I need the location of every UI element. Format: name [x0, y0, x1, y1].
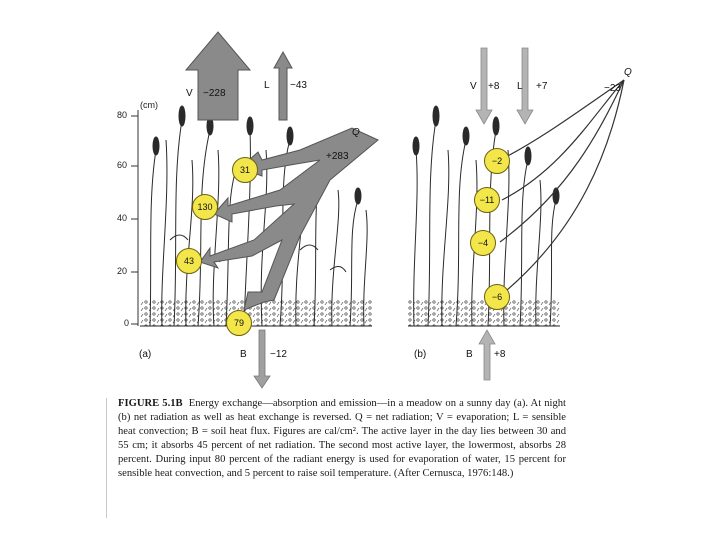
- b-value-a: −12: [270, 349, 287, 360]
- q-letter-b: Q: [624, 67, 632, 78]
- ground-b: [408, 300, 560, 326]
- evaporation-arrow-a: [186, 32, 250, 120]
- y-axis-unit: (cm): [140, 100, 158, 110]
- y-tick-20: 20: [117, 266, 128, 276]
- caption-paragraph: [118, 397, 566, 482]
- panel-label-b: (b): [414, 349, 427, 360]
- v-letter-b: V: [470, 81, 477, 92]
- emission-circle-2: −11: [474, 187, 500, 213]
- emission-circle-1: −2: [484, 148, 510, 174]
- emission-circle-4: −6: [484, 284, 510, 310]
- l-letter-b: L: [517, 81, 523, 92]
- soil-flux-arrow-a: [254, 330, 270, 388]
- caption-heading: FIGURE 5.1B: [118, 398, 183, 409]
- soil-flux-arrow-b: [479, 330, 495, 380]
- figure-caption: [118, 397, 566, 482]
- y-tick-40: 40: [117, 213, 128, 223]
- l-value-b: +7: [536, 81, 548, 92]
- caption-text: Energy exchange—absorption and emission—in a meadow on a sunny day (a). At night (b) net radiation as well as heat exchange is reversed. Q = net radiation; V = evaporation; L = sensible heat convection; B = soil heat flux. Figures are cal/cm². The active layer in the day lies between 30 and 55 cm; it absorbs 45 percent of net radiation. The second most active layer, the lowermost, absorbs 28 percent. During input 80 percent of the radiant energy is used for evaporation of water, 15 percent for sensible heat convection, and 5 percent to raise soil temperature. (After Cernusca, 1976:148.): [118, 398, 566, 480]
- b-letter-a: B: [240, 349, 247, 360]
- b-letter-b: B: [466, 349, 473, 360]
- y-axis: [131, 110, 138, 326]
- q-value-a: +283: [326, 151, 349, 162]
- q-letter-a: Q: [352, 127, 360, 138]
- absorption-circle-4: 79: [226, 310, 252, 336]
- margin-rule: [106, 398, 107, 518]
- v-value-b: +8: [488, 81, 500, 92]
- y-tick-0: 0: [124, 318, 130, 328]
- y-tick-80: 80: [117, 110, 128, 120]
- emission-circle-3: −4: [470, 230, 496, 256]
- l-letter-a: L: [264, 80, 270, 91]
- panel-label-a: (a): [139, 349, 152, 360]
- absorption-circle-1: 31: [232, 157, 258, 183]
- l-value-a: −43: [290, 80, 307, 91]
- absorption-circle-2: 130: [192, 194, 218, 220]
- absorption-circle-3: 43: [176, 248, 202, 274]
- y-tick-60: 60: [117, 160, 128, 170]
- q-value-b: −23: [604, 83, 621, 94]
- b-value-b: +8: [494, 349, 506, 360]
- v-letter-a: V: [186, 88, 193, 99]
- v-value-a: −228: [203, 88, 226, 99]
